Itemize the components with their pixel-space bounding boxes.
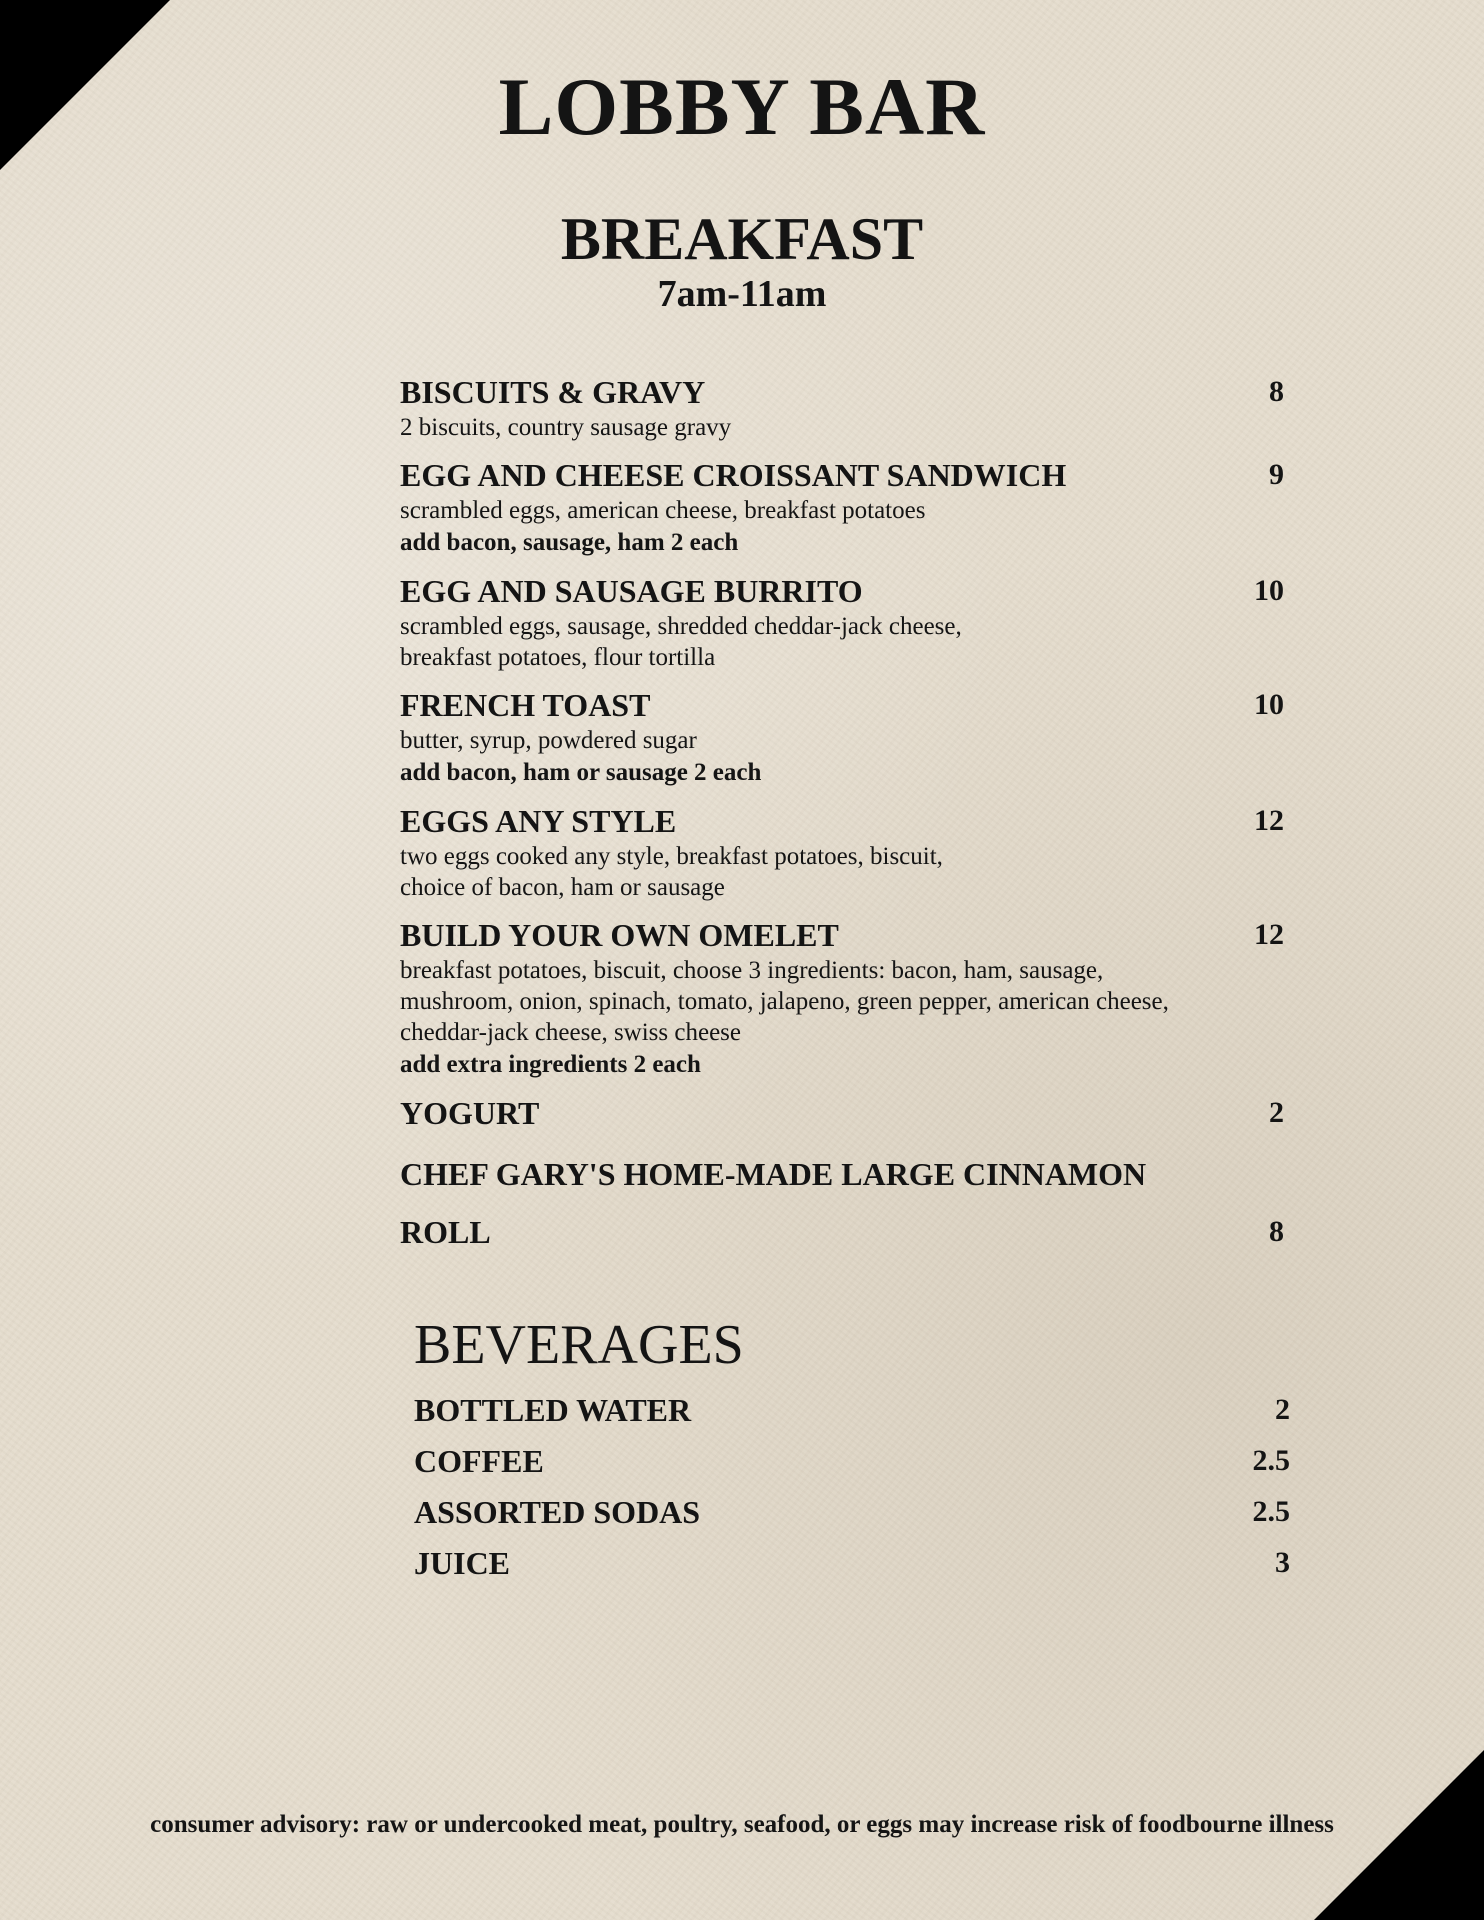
beverage-item-juice xyxy=(414,1543,1290,1583)
item-name: BISCUITS & GRAVY xyxy=(400,374,706,410)
item-name: BUILD YOUR OWN OMELET xyxy=(400,917,839,953)
item-description: scrambled eggs, sausage, shredded cheddar-jack cheese, xyxy=(400,613,962,640)
menu-item-sausage-burrito xyxy=(400,571,1284,673)
item-addon: add bacon, sausage, ham 2 each xyxy=(400,529,739,556)
beverage-item-coffee xyxy=(414,1441,1290,1481)
item-name: EGG AND CHEESE CROISSANT SANDWICH xyxy=(400,457,1067,493)
menu-item-yogurt xyxy=(400,1093,1284,1133)
item-price: 10 xyxy=(1254,574,1284,607)
item-description: butter, syrup, powdered sugar xyxy=(400,727,697,754)
item-description: cheddar-jack cheese, swiss cheese xyxy=(400,1019,741,1046)
menu-item-croissant-sandwich xyxy=(400,455,1284,559)
item-price: 8 xyxy=(1269,1215,1284,1248)
beverages-section xyxy=(414,1312,1290,1594)
beverage-item-sodas xyxy=(414,1492,1290,1532)
menu-item-biscuits-gravy xyxy=(400,372,1284,443)
breakfast-menu xyxy=(400,372,1284,1273)
item-name: YOGURT xyxy=(400,1095,540,1131)
item-description: 2 biscuits, country sausage gravy xyxy=(400,414,732,441)
item-price: 12 xyxy=(1254,918,1284,951)
item-description: breakfast potatoes, flour tortilla xyxy=(400,644,716,671)
menu-item-cinnamon-roll xyxy=(400,1145,1284,1261)
beverage-price: 2.5 xyxy=(1252,1444,1290,1477)
item-price: 10 xyxy=(1254,688,1284,721)
beverage-price: 2.5 xyxy=(1252,1495,1290,1528)
item-price: 9 xyxy=(1269,458,1284,491)
item-description: scrambled eggs, american cheese, breakfast potatoes xyxy=(400,497,926,524)
beverage-name: BOTTLED WATER xyxy=(414,1392,692,1428)
beverage-name: ASSORTED SODAS xyxy=(414,1494,701,1530)
item-name: CHEF GARY'S HOME-MADE LARGE CINNAMON ROLL xyxy=(400,1156,1147,1250)
item-description: choice of bacon, ham or sausage xyxy=(400,874,725,901)
consumer-advisory: consumer advisory: raw or undercooked meat, poultry, seafood, or eggs may increase risk of foodbourne illness xyxy=(150,1811,1334,1838)
item-description: two eggs cooked any style, breakfast potatoes, biscuit, xyxy=(400,843,943,870)
item-name: EGGS ANY STYLE xyxy=(400,803,677,839)
venue-title: LOBBY BAR xyxy=(498,61,986,152)
beverage-price: 3 xyxy=(1275,1546,1290,1579)
item-name: EGG AND SAUSAGE BURRITO xyxy=(400,573,863,609)
item-addon: add extra ingredients 2 each xyxy=(400,1051,701,1078)
item-description: mushroom, onion, spinach, tomato, jalapeno, green pepper, american cheese, xyxy=(400,988,1169,1015)
beverage-name: COFFEE xyxy=(414,1443,544,1479)
breakfast-heading: BREAKFAST xyxy=(560,206,924,272)
beverage-name: JUICE xyxy=(414,1545,511,1581)
item-addon: add bacon, ham or sausage 2 each xyxy=(400,759,762,786)
menu-item-omelet xyxy=(400,915,1284,1081)
breakfast-hours: 7am-11am xyxy=(657,273,827,315)
item-price: 8 xyxy=(1269,375,1284,408)
menu-item-french-toast xyxy=(400,685,1284,789)
item-name: FRENCH TOAST xyxy=(400,687,651,723)
beverage-item-water xyxy=(414,1390,1290,1430)
item-price: 2 xyxy=(1269,1096,1284,1129)
item-description: breakfast potatoes, biscuit, choose 3 ingredients: bacon, ham, sausage, xyxy=(400,957,1104,984)
item-price: 12 xyxy=(1254,804,1284,837)
menu-item-eggs-any-style xyxy=(400,801,1284,903)
beverage-price: 2 xyxy=(1275,1393,1290,1426)
beverages-heading: BEVERAGES xyxy=(414,1314,744,1376)
